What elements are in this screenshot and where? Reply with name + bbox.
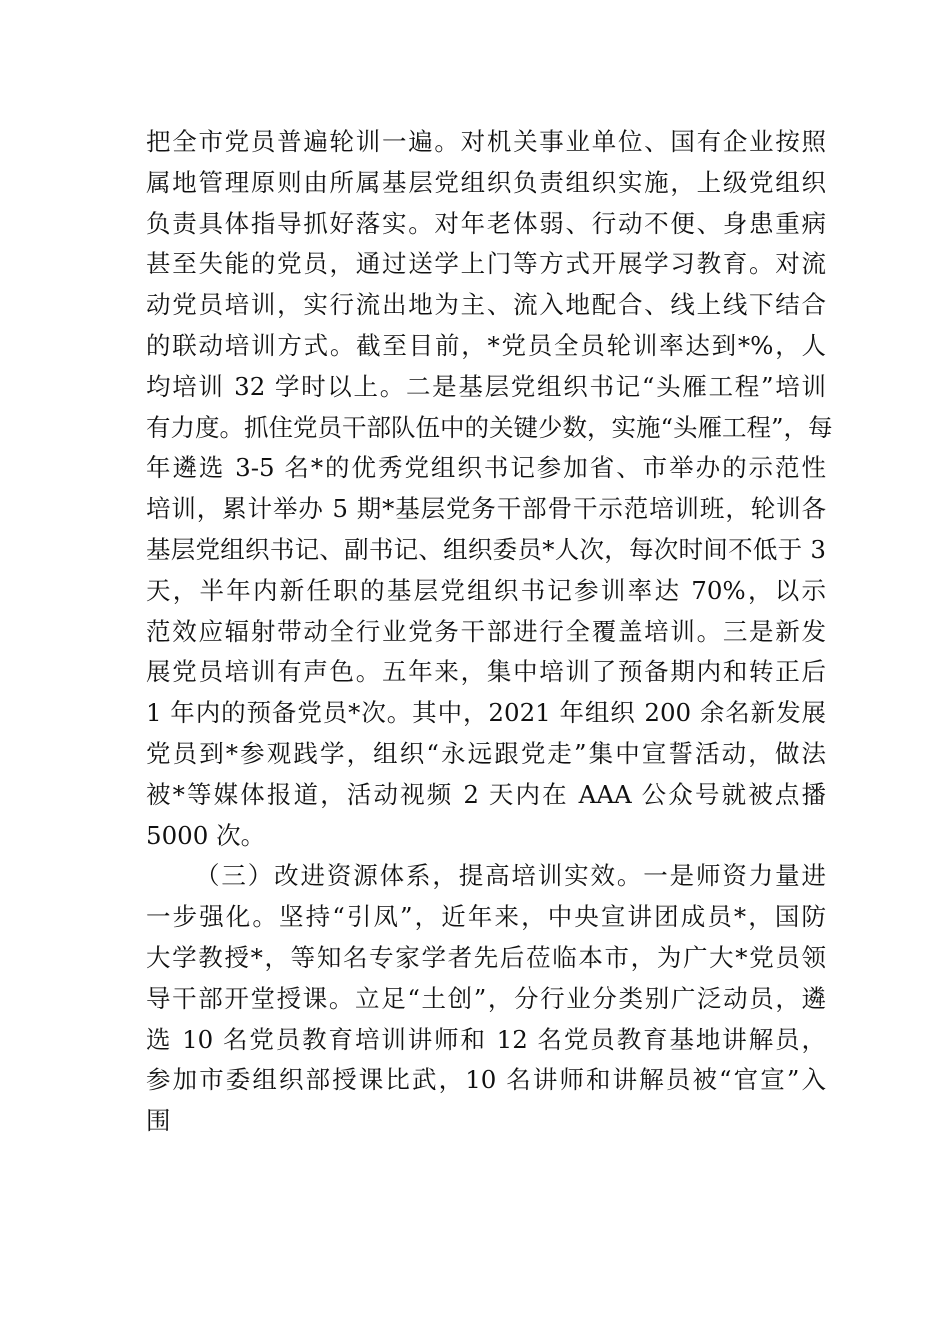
text-line: 5000 次。 xyxy=(146,820,266,850)
text-line: 把全市党员普遍轮训一遍。对机关事业单位、国有企业按照 xyxy=(146,127,826,156)
text-line: 动党员培训，实行流出地为主、流入地配合、线上线下结合 xyxy=(146,290,826,320)
text-line: 展党员培训有声色。五年来，集中培训了预备期内和转正后 xyxy=(146,657,826,687)
text-line: 选 10 名党员教育培训讲师和 12 名党员教育基地讲解员， xyxy=(146,1024,826,1054)
text-line: 导干部开堂授课。立足“土创”，分行业分类别广泛动员，遴 xyxy=(146,983,826,1013)
text-line: 负责具体指导抓好落实。对年老体弱、行动不便、身患重病 xyxy=(146,208,826,238)
text-line: 年遴选 3-5 名*的优秀党组织书记参加省、市举办的示范性 xyxy=(146,453,826,483)
text-line: 基层党组织书记、副书记、组织委员*人次，每次时间不低于 3 xyxy=(146,534,826,564)
text-line: 天，半年内新任职的基层党组织书记参训率达 70%，以示 xyxy=(146,575,826,605)
text-line: 有力度。抓住党员干部队伍中的关键少数，实施“头雁工程”，每 xyxy=(146,412,833,442)
text-line: 一步强化。坚持“引凤”，近年来，中央宣讲团成员*，国防 xyxy=(146,902,826,932)
text-line: 大学教授*，等知名专家学者先后莅临本市，为广大*党员领 xyxy=(146,942,826,972)
text-line: 参加市委组织部授课比武，10 名讲师和讲解员被“官宣”入 xyxy=(146,1065,826,1095)
text-line: （三）改进资源体系，提高培训实效。一是师资力量进 xyxy=(195,861,826,891)
text-line: 被*等媒体报道，活动视频 2 天内在 AAA 公众号就被点播 xyxy=(146,779,826,809)
text-line: 围 xyxy=(146,1106,171,1136)
text-line: 的联动培训方式。截至目前，*党员全员轮训率达到*%，人 xyxy=(146,330,826,360)
text-line: 均培训 32 学时以上。二是基层党组织书记“头雁工程”培训 xyxy=(146,371,826,401)
text-line: 甚至失能的党员，通过送学上门等方式开展学习教育。对流 xyxy=(146,249,826,279)
body-text xyxy=(146,122,833,1142)
text-line: 1 年内的预备党员*次。其中，2021 年组织 200 余名新发展 xyxy=(146,698,826,728)
text-line: 范效应辐射带动全行业党务干部进行全覆盖培训。三是新发 xyxy=(146,616,826,646)
text-line: 属地管理原则由所属基层党组织负责组织实施，上级党组织 xyxy=(146,167,826,197)
text-line: 党员到*参观践学，组织“永远跟党走”集中宣誓活动，做法 xyxy=(146,738,826,768)
text-line: 培训，累计举办 5 期*基层党务干部骨干示范培训班，轮训各 xyxy=(146,494,826,524)
